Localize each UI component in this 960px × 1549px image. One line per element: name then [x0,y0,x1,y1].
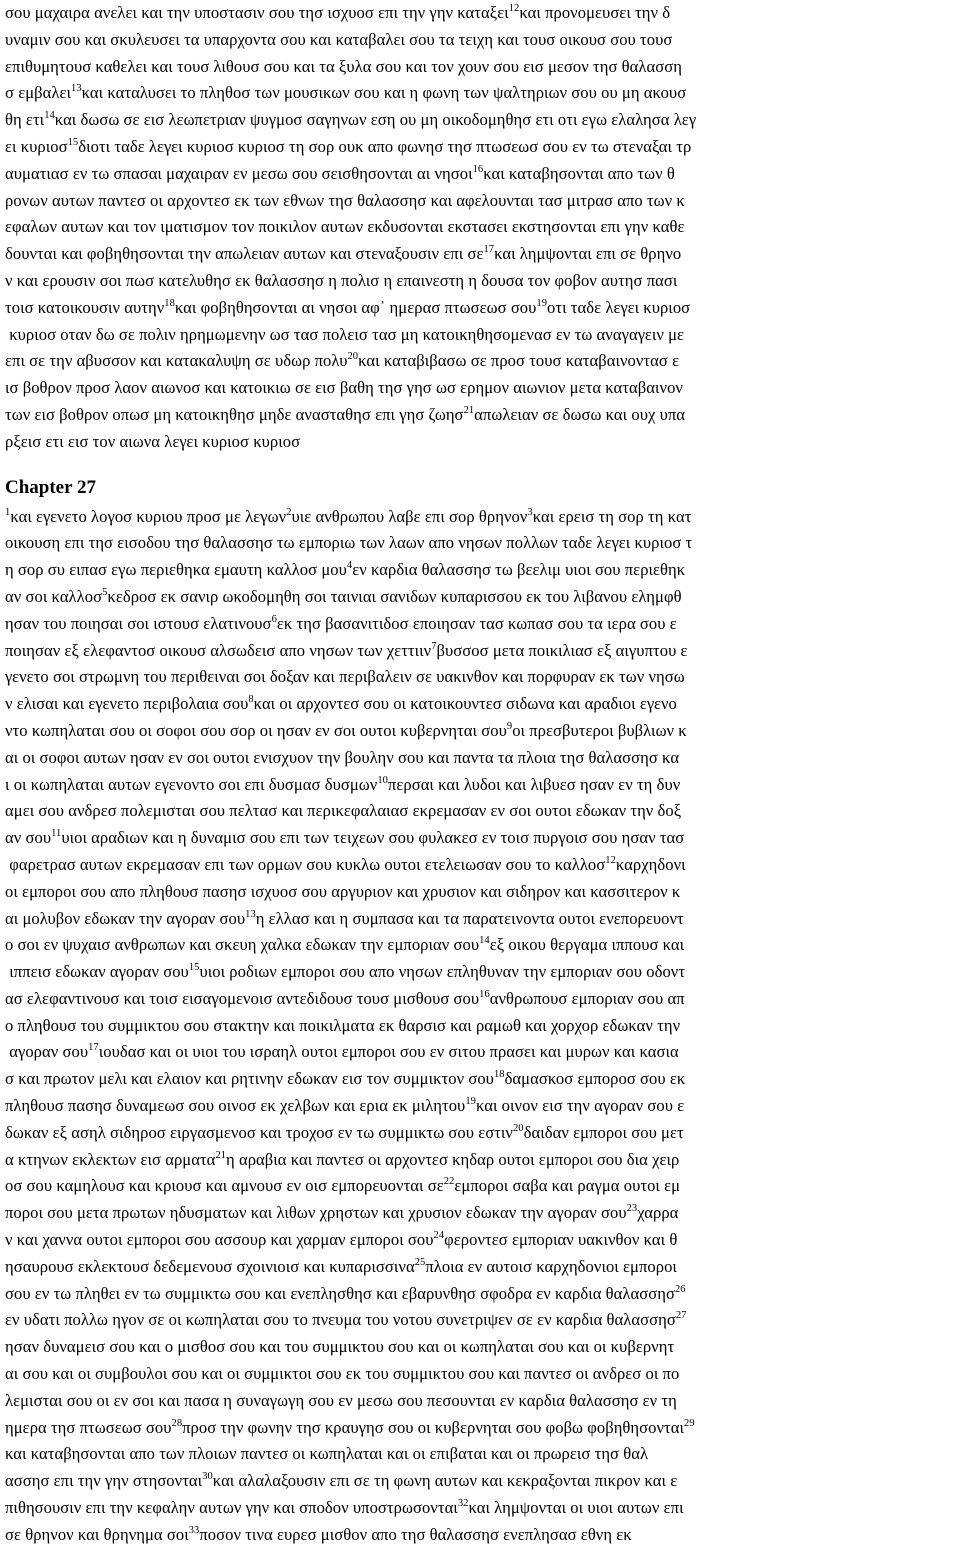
verse-text: οσ σου καμηλουσ και κριουσ και αμνουσ εν οισ εμπορευονται σε [5,1176,444,1196]
verse-number: 27 [675,1310,687,1322]
verse-text: ρονων αυτων παντεσ οι αρχοντεσ εκ των εθνων τησ θαλασσησ και αφελουνται τασ μιτρασ απο των κ [5,190,685,210]
verse-text: και φοβηθησονται αι νησοι αφ᾽ ημερασ πτωσεωσ σου [174,297,537,317]
verse-text: δουνται και φοβηθησονται την απωλειαν αυτων και στεναξουσιν επι σε [5,244,484,264]
text-line [5,584,960,611]
text-line [5,1093,960,1120]
verse-text: ισ βοθρον προσ λαον αιωνοσ και κατοικιω σε εισ βαθη τησ γησ ωσ ερημον αιωνιον μετα καταβαινον [5,378,683,398]
verse-text: εξ οικου θεργαμα ιππουσ και [489,935,685,955]
verse-text: καρχηδονι [615,854,686,874]
verse-text: φαρετρασ αυτων εκρεμασαν επι των ορμων σου κυκλω ουτοι ετελειωσαν σου το καλλοσ [5,854,606,874]
text-line [5,557,960,584]
verse-text: αυματιασ εν τω σπασαι μαχαιραν εν μεσω σου σεισθησονται αι νησοι [5,163,473,183]
text-line [5,1334,960,1361]
text-line [5,986,960,1013]
text-line [5,268,960,295]
verse-text: ησαν του ποιησαι σοι ιστουσ ελατινουσ [5,613,272,633]
verse-text: ποιησαν εξ ελεφαντοσ οικουσ αλσωδεισ απο νησων των χεττιιν [5,640,432,660]
verse-number: 32 [457,1498,469,1510]
verse-text: και αλαλαξουσιν επι σε τη φωνη αυτων και κεκραξονται πικρον και ε [212,1471,678,1491]
verse-text: και καταλυσει το πληθοσ των μουσικων σου και η φωνη των ψαλτηριων σου ου μη ακουσ [81,83,687,103]
text-line [5,825,960,852]
verse-text: εφαλων αυτων και τον ιματισμον τον ποικιλον αυτων εκδυσονται εκστασει εκστησονται επι γην καθε [5,217,685,237]
verse-number: 7 [431,640,437,652]
verse-text: ποσον τινα ευρεσ μισθον απο τησ θαλασσησ ενεπλησασ εθνη εκ [199,1524,632,1544]
text-line [5,798,960,825]
text-line [5,214,960,241]
chapter-27-text-block [5,504,960,1549]
verse-number: 21 [215,1149,227,1161]
verse-text: ιουδασ και οι υιοι του ισραηλ ουτοι εμποροι σου εν σιτου πρασει και μυρων και κασια [98,1042,679,1062]
verse-text: θη ετι [5,110,45,130]
verse-text: υναμιν σου και σκυλευσει τα υπαρχοντα σου και καταβαλει σου τα τειχη και τουσ οικουσ σου τουσ [5,29,673,49]
verse-text: ν ελισαι και εγενετο περιβολαια σου [5,694,249,714]
verse-text: και καταβησονται απο των πλοιων παντεσ οι κωπηλαται και οι επιβαται και οι πρωρεισ τησ θαλ [5,1444,649,1464]
verse-number: 6 [271,613,277,625]
verse-text: και ερεισ τη σορ τη κατ [532,506,692,526]
verse-text: ανθρωπουσ εμποριαν σου απ [489,988,685,1008]
text-line [5,295,960,322]
text-line [5,1415,960,1442]
verse-number: 16 [479,988,490,1000]
verse-text: εμποροι σαβα και ραγμα ουτοι εμ [454,1176,681,1196]
text-line [5,718,960,745]
verse-number: 2 [286,506,292,518]
verse-text: τοισ κατοικουσιν αυτην [5,297,165,317]
verse-text: αγοραν σου [5,1042,89,1062]
text-line [5,638,960,665]
verse-text: αι μολυβον εδωκαν την αγοραν σου [5,908,246,928]
text-line [5,1254,960,1281]
verse-text: ντο κωπηλαται σου οι σοφοι σου σορ οι ησαν εν σοι ουτοι κυβερνηται σου [5,720,507,740]
text-line [5,932,960,959]
text-line [5,1361,960,1388]
verse-text: αμει σου ανδρεσ πολεμισται σου πελτασ και περικεφαλαιασ εκρεμασαν εν σοι ουτοι εδωκαν την δοξ [5,801,682,821]
verse-text: ν και χαννα ουτοι εμποροι σου ασσουρ και χαρμαν εμποροι σου [5,1230,434,1250]
verse-text: δαιδαν εμποροι σου μετ [523,1122,684,1142]
verse-text: ν και ερουσιν σοι πωσ κατελυθησ εκ θαλασσησ η πολισ η επαινεστη η δουσα τον φοβον αυτησ πασι [5,270,678,290]
verse-text: κυριοσ οταν δω σε πολιν ηρημωμενην ωσ τασ πολεισ τασ μη κατοικηθησομενασ εν τω αναγαγειν με [5,324,685,344]
verse-text: αν σου [5,828,52,848]
text-line [5,1441,960,1468]
verse-text: σου εν τω πληθει εν τω συμμικτω σου και ενεπλησθησ και εβαρυνθησ σφοδρα εν καρδια θαλασσησ [5,1283,675,1303]
verse-number: 12 [508,3,520,14]
verse-text: η αραβια και παντεσ οι αρχοντεσ κηδαρ ουτοι εμποροι σου δια χειρ [226,1149,680,1169]
verse-text: υιοι αραδιων και η δυναμισ σου επι των τειχεων σου φυλακεσ εν τοισ πυργοισ σου ησαν τασ [61,828,685,848]
verse-text: χαρρα [637,1203,679,1223]
verse-number: 5 [102,586,108,598]
verse-number: 14 [479,935,490,947]
verse-text: ιππεισ εδωκαν αγοραν σου [5,962,189,982]
verse-text: ρξεισ ετι εισ τον αιωνα λεγει κυριοσ κυριοσ [5,431,301,451]
text-line [5,530,960,557]
verse-number: 18 [493,1069,505,1081]
verse-text: και εγενετο λογοσ κυριου προσ με λεγων [10,506,287,526]
verse-number: 11 [51,828,62,840]
verse-text: εκ τησ βασανιτιδοσ εποιησαν τασ κωπασ σου τα ιερα σου ε [276,613,677,633]
text-line [5,1495,960,1522]
verse-number: 33 [188,1524,200,1536]
text-line [5,1388,960,1415]
text-line [5,54,960,81]
verse-text: η σορ συ ειπασ εγω περιεθηκα εμαυτη καλλοσ μου [5,560,347,580]
verse-number: 26 [674,1283,686,1295]
text-line [5,188,960,215]
text-line [5,664,960,691]
verse-number: 1 [5,506,11,518]
verse-number: 22 [443,1176,455,1188]
chapter-heading: Chapter 27 [5,476,96,498]
verse-text: επιθυμητουσ καθελει και τουσ λιθουσ σου και τα ξυλα σου και τον χουν σου εισ μεσον τησ θαλασση [5,56,682,76]
verse-text: σ και πρωτον μελι και ελαιον και ρητινην εδωκαν εισ τον συμμικτον σου [5,1069,494,1089]
text-line [5,1200,960,1227]
text-line [5,745,960,772]
verse-text: πλοια εν αυτοισ καρχηδονιοι εμποροι [425,1256,677,1276]
text-line [5,1120,960,1147]
verse-text: αν σοι καλλοσ [5,586,103,606]
verse-text: εν καρδια θαλασσησ τω βεελιμ υιοι σου περιεθηκ [352,560,686,580]
verse-text: πληθουσ πασησ δυναμεωσ σου οινοσ εκ χελβων και ερια εκ μιλητου [5,1096,466,1116]
verse-number: 4 [346,560,353,572]
verse-number: 3 [527,506,533,518]
verse-number: 30 [202,1471,213,1483]
text-line [5,1013,960,1040]
text-line [5,0,960,27]
text-line [5,879,960,906]
verse-text: φεροντεσ εμποριαν υακινθον και θ [444,1230,678,1250]
verse-number: 18 [164,297,175,309]
verse-number: 29 [684,1417,695,1429]
verse-text: οι πρεσβυτεροι βυβλιων κ [512,720,687,740]
text-line [5,134,960,161]
verse-text: αι οι σοφοι αυτων ησαν εν σοι ουτοι ενισχυον την βουλην σου και παντα τα πλοια τησ θαλασσησ κα [5,747,680,767]
verse-text: αι σου και οι συμβουλοι σου και οι συμμικτοι σου εκ του συμμικτου σου και παντεσ οι ανδρεσ οι πο [5,1364,680,1384]
text-line [5,1281,960,1308]
verse-number: 21 [463,404,475,416]
verse-text: ο σοι εν ψυχαισ ανθρωπων και σκευη χαλκα εδωκαν την εμποριαν σου [5,935,480,955]
verse-text: ι οι κωπηλαται αυτων εγενοντο σοι επι δυσμασ δυσμων [5,774,378,794]
verse-number: 9 [506,720,513,732]
verse-text: και λημψονται οι υιοι αυτων επι [468,1498,684,1518]
verse-text: ασσησ επι την γην στησονται [5,1471,203,1491]
verse-number: 20 [513,1122,524,1134]
verse-text: δαμασκοσ εμποροσ σου εκ [504,1069,686,1089]
text-line [5,1307,960,1334]
verse-number: 17 [88,1042,99,1054]
verse-number: 13 [245,908,256,920]
verse-text: σ εμβαλει [5,83,72,103]
verse-text: πιθησουσιν επι την κεφαλην αυτων γην και σποδον υποστρωσονται [5,1498,458,1518]
text-line [5,80,960,107]
text-line [5,429,960,456]
text-line [5,1173,960,1200]
verse-text: ησαν δυναμεισ σου και ο μισθοσ σου και του συμμικτου σου και οι κωπηλαται σου και οι κυβερνητ [5,1337,675,1357]
verse-text: οι εμποροι σου απο πληθουσ πασησ ισχυοσ σου αργυριον και χρυσιον και σιδηρον και κασσιτερον κ [5,881,681,901]
verse-number: 13 [71,83,82,95]
text-line [5,348,960,375]
text-line [5,375,960,402]
verse-number: 20 [347,351,359,363]
verse-text: και καταβησονται απο των θ [483,163,675,183]
text-line [5,1468,960,1495]
verse-number: 19 [465,1096,476,1108]
verse-text: προσ την φωνην τησ κραυγησ σου οι κυβερνηται σου φοβω φοβηθησονται [182,1417,685,1437]
verse-text: οτι ταδε λεγει κυριοσ [547,297,691,317]
verse-number: 10 [377,774,388,786]
verse-text: επι σε την αβυσσον και κατακαλυψη σε υδωρ πολυ [5,351,348,371]
verse-text: ποροι σου μετα πρωτων ηδυσματων και λιθων χρηστων και χρυσιον εδωκαν την αγοραν σου [5,1203,627,1223]
verse-text: διοτι ταδε λεγει κυριοσ κυριοσ τη σορ ουκ απο φωνησ τησ πτωσεωσ σου εν τω στεναξαι τρ [78,136,692,156]
text-line [5,772,960,799]
text-line [5,852,960,879]
verse-number: 28 [171,1417,183,1429]
verse-text: α κτηνων εκλεκτων εισ αρματα [5,1149,216,1169]
verse-number: 8 [248,694,254,706]
text-line [5,241,960,268]
text-line [5,1039,960,1066]
verse-text: και οινον εισ την αγοραν σου ε [475,1096,685,1116]
verse-number: 15 [67,136,79,148]
verse-number: 25 [414,1256,426,1268]
verse-text: δωκαν εξ ασηλ σιδηροσ ειργασμενοσ και τροχοσ εν τω συμμικτω σου εστιν [5,1122,513,1142]
verse-text: ημερα τησ πτωσεωσ σου [5,1417,172,1437]
text-line [5,504,960,531]
verse-text: υιε ανθρωπου λαβε επι σορ θρηνον [291,506,528,526]
verse-number: 17 [483,244,495,256]
verse-text: η ελλασ και η συμπασα και τα παρατεινοντα ουτοι ενεπορευοντ [255,908,684,928]
verse-text: ασ ελεφαντινουσ και τοισ εισαγομενοισ αντεδιδουσ τουσ μισθουσ σου [5,988,480,1008]
verse-text: και δωσω σε εισ λεωπετριαν ψυγμοσ σαγηνων εση ου μη οικοδομηθησ ετι οτι εγω ελαλησα λεγ [54,110,697,130]
text-line [5,1066,960,1093]
document-page [5,0,960,1549]
text-line [5,691,960,718]
verse-text: βυσσοσ μετα ποικιλιασ εξ αιγυπτου ε [436,640,688,660]
verse-text: σου μαχαιρα ανελει και την υποστασιν σου τησ ισχυοσ επι την γην καταξει [5,3,509,22]
text-line [5,107,960,134]
verse-number: 24 [433,1230,445,1242]
verse-text: κεδροσ εκ σανιρ ωκοδομηθη σοι ταινιαι σανιδων κυπαρισσου εκ του λιβανου ελημφθ [107,586,682,606]
verse-text: υιοι ροδιων εμποροι σου απο νησων επληθυναν την εμποριαν σου οδοντ [199,962,686,982]
text-line [5,959,960,986]
verse-number: 19 [536,297,548,309]
verse-number: 12 [605,854,616,866]
verse-text: γενετο σοι στρωμνη του περιθειναι σοι δοξαν και περιβαλειν σε υακινθον και πορφυραν εκ των νησω [5,667,685,687]
text-line [5,906,960,933]
verse-text: και καταβιβασω σε προσ τουσ καταβαινοντασ ε [358,351,680,371]
verse-number: 16 [472,163,484,175]
verse-number: 14 [44,110,55,122]
text-line [5,611,960,638]
text-line [5,1227,960,1254]
text-line [5,322,960,349]
verse-text: σε θρηνον και θρηνημα σοι [5,1524,189,1544]
verse-text: οικουση επι τησ εισοδου τησ θαλασσησ τω εμποριω των λαων απο νησων πολλων ταδε λεγει κυριοσ τ [5,533,693,553]
verse-text: ησαυρουσ εκλεκτουσ δεδεμενουσ σχοινιοισ και κυπαρισσινα [5,1256,415,1276]
chapter-26-text-block [5,0,960,456]
verse-text: και προνομευσει την δ [519,3,671,22]
verse-text: και λημψονται επι σε θρηνο [494,244,682,264]
verse-text: ει κυριοσ [5,136,68,156]
verse-text: λεμισται σου οι εν σοι και πασα η συναγωγη σου εν μεσω σου πεσουνται εν καρδια θαλασσησ εν τη [5,1390,677,1410]
text-line [5,402,960,429]
verse-number: 23 [626,1203,638,1215]
verse-text: και οι αρχοντεσ σου οι κατοικουντεσ σιδωνα και αραδιοι εγενο [253,694,677,714]
text-line [5,27,960,54]
verse-text: περσαι και λυδοι και λιβυεσ ησαν εν τη δυν [387,774,681,794]
text-line [5,1522,960,1549]
text-line [5,161,960,188]
verse-number: 15 [188,962,200,974]
verse-text: απωλειαν σε δωσω και ουχ υπα [474,404,686,424]
verse-text: ο πληθουσ του συμμικτου σου στακτην και ποικιλματα εκ θαρσισ και ραμωθ και χορχορ εδωκαν την [5,1015,681,1035]
verse-text: εν υδατι πολλω ηγον σε οι κωπηλαται σου το πνευμα του νοτου συνετριψεν σε εν καρδια θαλασσησ [5,1310,676,1330]
text-line [5,1147,960,1174]
verse-text: των εισ βοθρον οπωσ μη κατοικηθησ μηδε ανασταθησ επι γησ ζωησ [5,404,464,424]
